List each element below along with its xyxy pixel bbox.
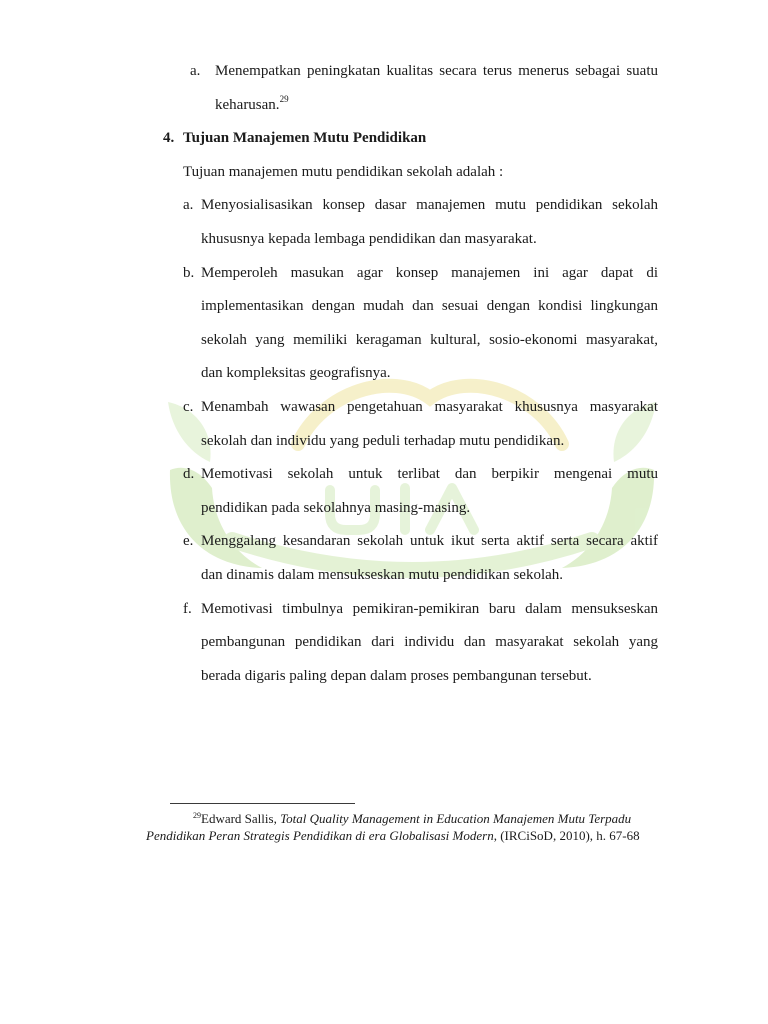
list-marker: a. bbox=[190, 63, 201, 79]
list-item bbox=[0, 189, 768, 256]
footnote bbox=[0, 810, 768, 844]
list-item-text-end: keharusan. bbox=[215, 96, 280, 113]
list-item-text: Menambah wawasan pengetahuan masyarakat khususnya masyarakat bbox=[201, 398, 658, 415]
list-marker: c. bbox=[183, 398, 194, 415]
list-item-text: Memotivasi timbulnya pemikiran-pemikiran baru dalam mensukseskan bbox=[201, 600, 658, 617]
list-item-text bbox=[215, 89, 658, 123]
list-marker: e. bbox=[183, 533, 194, 550]
list-item-text: sekolah dan individu yang peduli terhadap mutu pendidikan. bbox=[201, 432, 565, 449]
list-item-text: dan dinamis dalam mensukseskan mutu pendidikan sekolah. bbox=[201, 566, 564, 583]
list-item-text: pembangunan pendidikan dari individu dan masyarakat sekolah yang bbox=[201, 634, 658, 651]
page-body bbox=[0, 55, 768, 693]
list-item bbox=[0, 391, 768, 458]
list-marker: a. bbox=[183, 197, 194, 214]
list-item bbox=[0, 525, 768, 592]
list-item-text: sekolah yang memiliki keragaman kultural, sosio-ekonomi masyarakat, bbox=[201, 331, 658, 348]
list-marker: b. bbox=[183, 264, 195, 281]
section-title: Tujuan Manajemen Mutu Pendidikan bbox=[183, 130, 427, 147]
list-item bbox=[0, 257, 768, 391]
list-item-text: dan kompleksitas geografisnya. bbox=[201, 365, 391, 382]
section-heading bbox=[0, 122, 768, 156]
list-item-text: Memperoleh masukan agar konsep manajemen ini agar dapat di bbox=[201, 264, 658, 281]
footnote-publication: , (IRCiSoD, 2010), h. 67-68 bbox=[493, 828, 640, 843]
footnote-separator bbox=[170, 803, 355, 804]
list-item-text: implementasikan dengan mudah dan sesuai dengan kondisi lingkungan bbox=[201, 298, 658, 315]
list-item-text: Menyosialisasikan konsep dasar manajemen mutu pendidikan sekolah bbox=[201, 197, 658, 214]
footnote-author: Edward Sallis, bbox=[201, 811, 277, 826]
list-item bbox=[0, 458, 768, 525]
list-item bbox=[0, 593, 768, 694]
footnote-title-cont: Pendidikan Peran Strategis Pendidikan di era Globalisasi Modern bbox=[146, 828, 494, 843]
section-number: 4. bbox=[163, 130, 175, 147]
footnote-reference: 29 bbox=[279, 93, 289, 104]
list-item-text: khususnya kepada lembaga pendidikan dan masyarakat. bbox=[201, 230, 537, 247]
section-intro: Tujuan manajemen mutu pendidikan sekolah adalah : bbox=[183, 163, 504, 180]
list-item bbox=[0, 55, 768, 122]
footnote-line bbox=[146, 827, 768, 844]
list-marker: f. bbox=[183, 600, 192, 617]
list-item-text: Menempatkan peningkatan kualitas secara terus menerus sebagai suatu bbox=[215, 63, 658, 79]
list-item-text: Menggalang kesandaran sekolah untuk ikut serta aktif serta secara aktif bbox=[201, 533, 658, 550]
list-item-text: pendidikan pada sekolahnya masing-masing. bbox=[201, 499, 471, 516]
footnote-title: Total Quality Management in Education Manajemen Mutu Terpadu bbox=[280, 811, 632, 826]
list-item-text: berada digaris paling depan dalam proses pembangunan tersebut. bbox=[201, 667, 592, 684]
footnote-number: 29 bbox=[193, 811, 201, 820]
footnote-line bbox=[193, 810, 768, 827]
list-marker: d. bbox=[183, 466, 195, 483]
list-item-text: Memotivasi sekolah untuk terlibat dan berpikir mengenai mutu bbox=[201, 466, 658, 483]
